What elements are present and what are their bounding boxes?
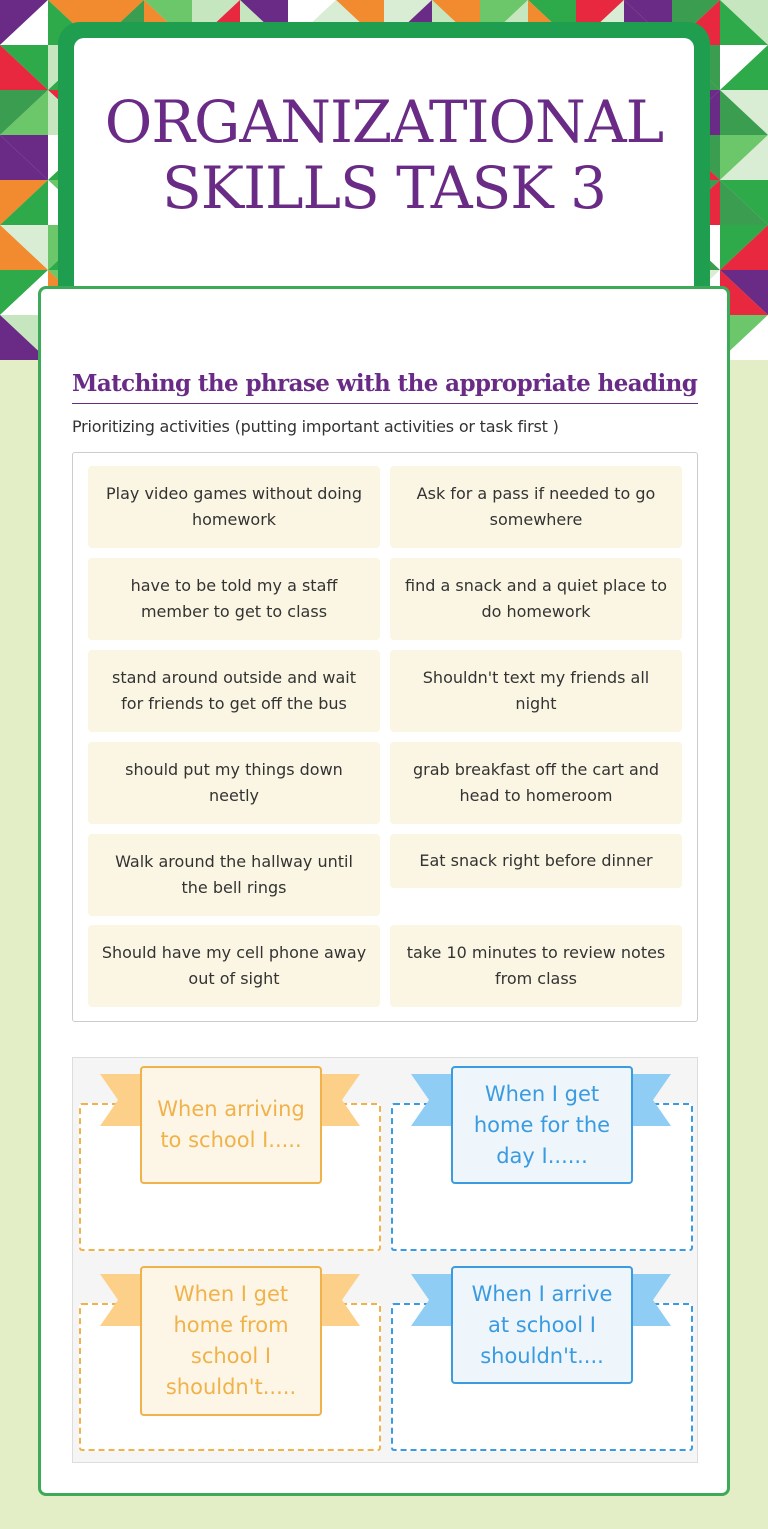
draggable-items-area — [72, 452, 698, 1022]
draggable-item[interactable]: stand around outside and wait for friends to get off the bus — [88, 650, 380, 732]
instructions-text: Prioritizing activities (putting important activities or task first ) — [72, 417, 559, 436]
category-heading: When I arrive at school I shouldn't.... — [451, 1266, 633, 1384]
draggable-item[interactable]: Ask for a pass if needed to go somewhere — [390, 466, 682, 548]
draggable-item[interactable]: Walk around the hallway until the bell rings — [88, 834, 380, 916]
category-heading: When I get home from school I shouldn't..... — [140, 1266, 322, 1416]
category-heading: When arriving to school I..... — [140, 1066, 322, 1184]
draggable-item[interactable]: Play video games without doing homework — [88, 466, 380, 548]
draggable-item[interactable]: find a snack and a quiet place to do homework — [390, 558, 682, 640]
drop-targets-area — [72, 1057, 698, 1463]
section-heading: Matching the phrase with the appropriate heading — [72, 367, 698, 404]
page-title: ORGANIZATIONAL SKILLS TASK 3 — [104, 88, 664, 222]
draggable-item[interactable]: Eat snack right before dinner — [390, 834, 682, 888]
draggable-item[interactable]: Should have my cell phone away out of sight — [88, 925, 380, 1007]
title-frame — [58, 22, 710, 322]
draggable-item[interactable]: have to be told my a staff member to get to class — [88, 558, 380, 640]
draggable-item[interactable]: should put my things down neetly — [88, 742, 380, 824]
draggable-item[interactable]: grab breakfast off the cart and head to homeroom — [390, 742, 682, 824]
draggable-item[interactable]: take 10 minutes to review notes from class — [390, 925, 682, 1007]
category-heading: When I get home for the day I...... — [451, 1066, 633, 1184]
draggable-item[interactable]: Shouldn't text my friends all night — [390, 650, 682, 732]
worksheet-card — [38, 286, 730, 1496]
title-panel — [72, 36, 696, 322]
